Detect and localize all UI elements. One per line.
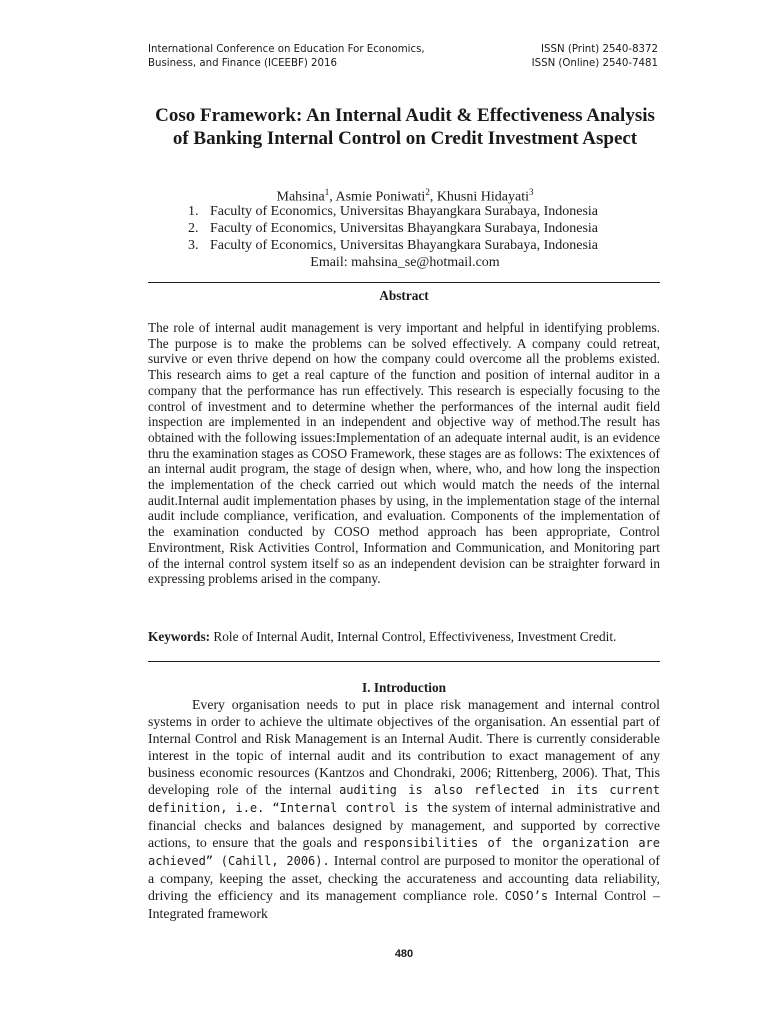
affiliation-number: 2. — [188, 221, 199, 236]
intro-text-7: Internal Control –Integrated framework — [148, 888, 660, 921]
intro-text-4: responsibilities of the organization are achieved” (Cahill, 2006). — [148, 836, 660, 868]
affiliation-text: Faculty of Economics, Universitas Bhayangkara Surabaya, Indonesia — [210, 204, 599, 219]
affiliation-text: Faculty of Economics, Universitas Bhayangkara Surabaya, Indonesia — [210, 238, 599, 253]
issn-print: ISSN (Print) 2540-8372 — [541, 44, 658, 55]
abstract-body: The role of internal audit management is very important and helpful in identifying problems. The purpose is to make the problems can be solved effectively. A company could retreat, survive or even thrive depend on how the company could overcome all the problems existed. This research aims to get a real capture of the function and position of internal auditor in a company that the performance has run effectively. This research is especially focusing to the control of investment and to determine whether the performances of the internal audit field inspection are implemented in an independent and objective way of method.The result has obtained with the following issues:Implementation of an adequate internal audit, is an evidence thru the examination stages as COSO Framework, these stages are as follows: The exixtences of an internal audit program, the stage of design when, where, who, and how long the inspection the implementation of the check carried out which would match the needs of the internal audit.Internal audit implementation phases by using, in the implementation stage of the internal audit include compliance, verification, and evaluation. Components of the implementation of the examination conducted by COSO method approach has been appropriate, Control Environtment, Risk Activities Control, Information and Communication, and Monitoring part of the internal control system itself so as an independent devision can be straighter forward in expressing problems arised in the company. — [148, 320, 660, 587]
affiliation-item — [188, 203, 598, 220]
keywords-label: Keywords: — [148, 629, 211, 644]
divider-bottom — [148, 661, 660, 662]
affiliation-text: Faculty of Economics, Universitas Bhayangkara Surabaya, Indonesia — [210, 221, 599, 236]
divider-top — [148, 282, 660, 283]
introduction-body — [148, 696, 660, 922]
intro-text-1: Every organisation needs to put in place risk management and internal control systems in order to achieve the ultimate objectives of the organisation. An essential part of Internal Control and Risk Management is an Internal Audit. There is currently considerable interest in the topic of internal audit and its contribution to exact management of any business economic resources (Kantzos and Chondraki, 2006; Rittenberg, 2006). That, This developing role of the internal — [148, 697, 660, 797]
intro-text-6: COSO’s — [504, 889, 549, 903]
conference-line-2: Business, and Finance (ICEEBF) 2016 — [148, 58, 337, 69]
author-name: Khusni Hidayati — [436, 189, 529, 205]
affiliation-item — [188, 237, 598, 254]
author-list: Mahsina$^1$, Asmie Poniwati$^2$, Khusni Hidayati$^3$ — [276, 187, 534, 205]
intro-text-3: system of internal administrative and financial checks and balances designed by management, and supported by corrective actions, to ensure that the goals and — [148, 800, 660, 850]
author-sup: 3 — [528, 187, 534, 197]
paper-title: Coso Framework: An Internal Audit & Effectiveness Analysis of Banking Internal Control on Credit Investment Aspect — [155, 105, 655, 149]
keywords-text: Role of Internal Audit, Internal Control, Effectiviveness, Investment Credit. — [213, 629, 617, 644]
abstract-heading: Abstract — [379, 288, 429, 303]
intro-text-5: Internal control are purposed to monitor the operational of a company, keeping the asset, checking the accurateness and accounting data reliability, driving the efficiency and its management compliance role. — [148, 853, 660, 903]
author-name: Mahsina — [276, 189, 325, 205]
affiliation-number: 3. — [188, 238, 199, 253]
affiliation-item — [188, 220, 598, 237]
author-sup: 2 — [425, 187, 430, 197]
author-name: Asmie Poniwati — [335, 189, 426, 205]
page-number: 480 — [394, 948, 414, 960]
introduction-heading: I. Introduction — [362, 680, 446, 695]
issn-online: ISSN (Online) 2540-7481 — [531, 58, 658, 69]
keywords — [148, 629, 660, 645]
issn-header — [532, 43, 658, 71]
affiliation-number: 1. — [188, 204, 199, 219]
intro-text-2: auditing is also reflected in its current definition, i.e. “Internal control is the — [148, 783, 660, 815]
conference-line-1: International Conference on Education For Economics, — [148, 44, 425, 55]
author-sup: 1 — [324, 187, 330, 197]
author-email: Email: mahsina_se@hotmail.com — [310, 255, 500, 270]
conference-header — [148, 43, 425, 71]
